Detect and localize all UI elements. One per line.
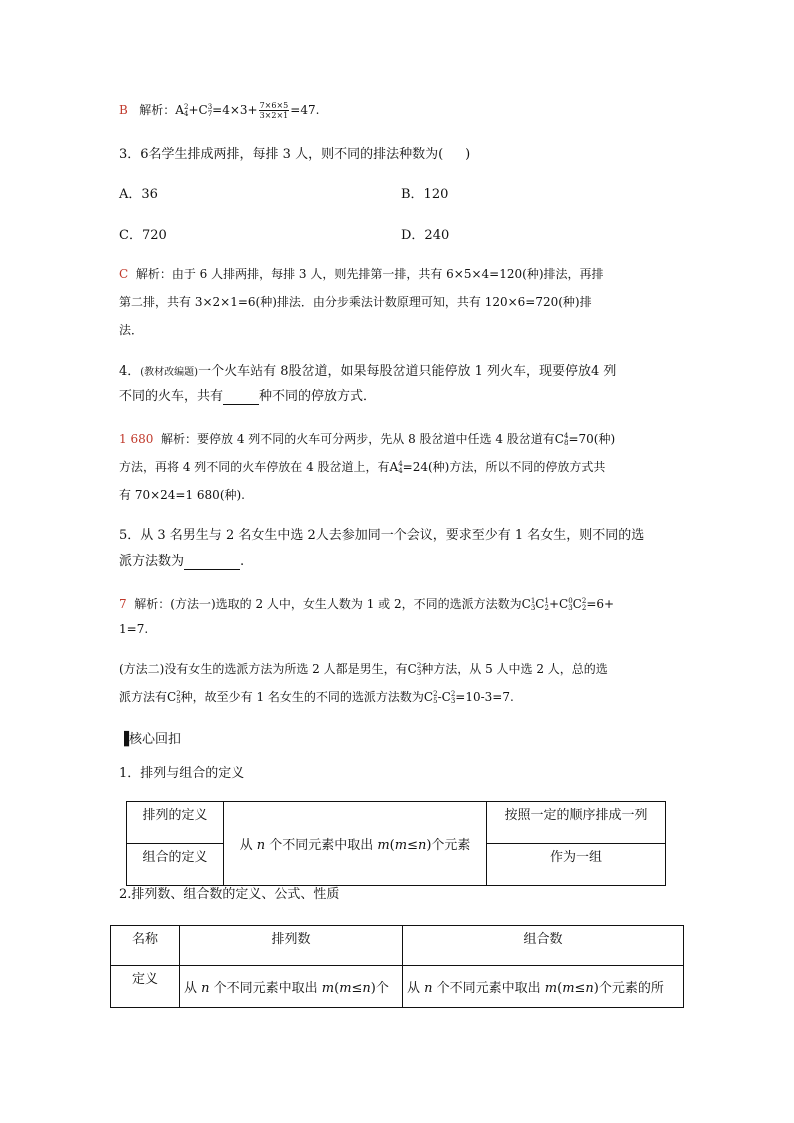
permutation-action: 按照一定的顺序排成一列: [504, 808, 648, 823]
equation-result: =47.: [290, 103, 320, 117]
q3-expl-1: 解析：由于 6 人排两排，每排 3 人，则先排第一排，共有 6×5×4=120(种)排法，再排: [135, 267, 604, 281]
permutation-definition-cell: [180, 966, 403, 1008]
text: )个: [370, 981, 389, 996]
sub: 3: [568, 603, 573, 612]
perm-sub: 4: [183, 109, 189, 118]
equation-part: =4×3+: [212, 103, 258, 117]
definition-table: [126, 801, 666, 886]
q4-perm-sub: 4: [398, 466, 403, 475]
comb-c: C: [535, 597, 545, 611]
row-definition-label: 定义: [131, 972, 158, 987]
q5-text-2b: .: [240, 554, 245, 569]
text: 从: [239, 838, 257, 853]
text: (: [557, 981, 563, 996]
question-4-line1: [119, 363, 616, 381]
sup: 1: [530, 596, 536, 605]
q4-explanation-line2: [119, 459, 605, 476]
q5-method1-line1: [119, 596, 614, 613]
fraction: [259, 101, 290, 120]
q4-text-1: 一个火车站有 8股岔道，如果每股岔道只能停放 1 列火车，现要停放4 列: [198, 364, 617, 379]
q5-text-2a: 派方法数为: [119, 554, 185, 569]
answer-blank[interactable]: [184, 555, 240, 570]
header-permutation: 排列数: [271, 932, 311, 947]
q5-method2-line1: [119, 661, 608, 678]
le-sign: ≤: [407, 838, 418, 853]
sub: 5: [176, 696, 181, 705]
q5-m2-text-b: 种方法，从 5 人中选 2 人，总的选: [421, 662, 608, 676]
var-n: n: [417, 838, 427, 853]
header-combination-cell: [403, 926, 684, 966]
text: (: [334, 981, 340, 996]
text: (: [389, 838, 395, 853]
text: 个不同元素中取出: [265, 838, 378, 853]
text: 个不同元素中取出: [432, 981, 545, 996]
sub: 2: [544, 603, 549, 612]
sup: 2: [416, 661, 422, 670]
row-definition-label-cell: [111, 966, 180, 1008]
sup: 1: [544, 596, 549, 605]
answer-letter: B: [119, 103, 128, 117]
text: 个不同元素中取出: [209, 981, 322, 996]
subsection-2-title: 2.排列数、组合数的定义、公式、性质: [119, 887, 340, 902]
plus-c: +C: [188, 103, 208, 117]
q4-text-2a: 不同的火车，共有: [119, 389, 224, 404]
var-m: m: [562, 981, 575, 996]
sup: 0: [568, 596, 573, 605]
perm-symbol: A: [175, 103, 184, 117]
sup: 2: [450, 689, 456, 698]
combination-action: 作为一组: [549, 850, 602, 865]
combination-def-label: 组合的定义: [142, 850, 208, 865]
fraction-denominator: 3×2×1: [259, 111, 289, 120]
minus-c: -C: [437, 690, 451, 704]
q5-method1-line2: 1=7.: [119, 622, 149, 636]
q4-explanation-line3: 有 70×24=1 680(种).: [119, 488, 245, 502]
q4-expl-1b: =70(种): [568, 432, 616, 446]
combination-action-cell: [487, 844, 666, 886]
analysis-label: 解析：: [139, 103, 176, 117]
sub: 5: [433, 696, 438, 705]
shared-definition-cell: [224, 802, 487, 886]
sup: 2: [433, 689, 438, 698]
option-c: C．720: [119, 228, 167, 243]
var-m: m: [377, 838, 390, 853]
var-n: n: [362, 981, 371, 996]
q4-expl-1a: 解析：要停放 4 列不同的火车可分两步，先从 8 股岔道中任选 4 股岔道有C: [161, 432, 564, 446]
q5-m1-end: =6+: [586, 597, 615, 611]
var-n: n: [424, 981, 433, 996]
var-m: m: [321, 981, 335, 996]
row-combination-label: [127, 844, 224, 886]
option-b: B．120: [401, 187, 449, 202]
header-name: 名称: [131, 932, 158, 947]
header-permutation-cell: [180, 926, 403, 966]
comb-c: C: [572, 597, 582, 611]
sub: 3: [530, 603, 536, 612]
permutation-action-cell: [487, 802, 666, 844]
sub: 3: [450, 696, 456, 705]
perm-sup: 2: [183, 102, 189, 111]
q4-expl-2a: 方法，再将 4 列不同的火车停放在 4 股岔道上，有A: [119, 460, 399, 474]
var-n: n: [256, 838, 266, 853]
header-name-cell: [111, 926, 180, 966]
text: )个元素的所: [593, 981, 664, 996]
q4-answer: 1 680: [119, 432, 154, 446]
q4-expl-2b: =24(种)方法，所以不同的停放方式共: [402, 460, 606, 474]
answer-blank[interactable]: [223, 390, 259, 405]
sub: 3: [416, 668, 422, 677]
var-n: n: [201, 981, 210, 996]
answer-b-line: [119, 101, 319, 120]
var-m: m: [394, 838, 408, 853]
header-combination: 组合数: [523, 932, 563, 947]
q5-answer: 7: [119, 597, 127, 611]
question-5-line1: 5．从 3 名男生与 2 名女生中选 2人去参加同一个会议，要求至少有 1 名女生，则不同的选: [119, 528, 645, 543]
question-4-line2: [119, 388, 376, 405]
q4-comb-sup: 4: [563, 431, 569, 440]
formula-table: [110, 925, 684, 1008]
q5-method2-line2: [119, 689, 514, 706]
subsection-1-title: 1．排列与组合的定义: [119, 766, 245, 781]
sup: 2: [176, 689, 181, 698]
question-3-stem: [119, 146, 470, 163]
plus-c: +C: [548, 597, 569, 611]
text: 从: [184, 981, 202, 996]
combination-definition-cell: [403, 966, 684, 1008]
q4-number: 4．: [119, 364, 141, 379]
q5-m2-end: =10-3=7.: [455, 690, 514, 704]
q5-m1-text: 解析：(方法一)选取的 2 人中，女生人数为 1 或 2，不同的选派方法数为C: [134, 597, 531, 611]
question-3-close: ): [465, 147, 471, 162]
var-m: m: [339, 981, 352, 996]
section-heading: ▐核心回扣: [119, 732, 181, 747]
var-m: m: [544, 981, 558, 996]
question-3-text: 3．6名学生排成两排，每排 3 人，则不同的排法种数为(: [119, 147, 444, 162]
fraction-numerator: 7×6×5: [259, 101, 289, 110]
q4-comb-sub: 8: [563, 438, 569, 447]
row-permutation-label: [127, 802, 224, 844]
q4-tag: (教材改编题): [140, 367, 199, 378]
text: 从: [407, 981, 425, 996]
option-a: A．36: [119, 187, 158, 202]
q3-explanation-line3: 法．: [119, 323, 144, 337]
q3-explanation-line2: 第二排，共有 3×2×1=6(种)排法．由分步乘法计数原理可知，共有 120×6=720(种)排: [119, 295, 592, 309]
q5-m2-text-a: (方法二)没有女生的选派方法为所选 2 人都是男生，有C: [119, 662, 417, 676]
sup: 2: [581, 596, 587, 605]
option-d: D．240: [401, 228, 450, 243]
text: )个元素: [426, 838, 471, 853]
q4-text-2b: 种不同的停放方式．: [259, 389, 377, 404]
question-5-line2: [119, 553, 244, 570]
permutation-def-label: 排列的定义: [142, 808, 208, 823]
q3-explanation-line1: [119, 266, 604, 283]
var-n: n: [585, 981, 594, 996]
q3-answer: C: [119, 267, 129, 281]
q4-perm-sup: 4: [398, 459, 403, 468]
sub: 2: [581, 603, 587, 612]
comb-sup: 3: [207, 102, 213, 111]
q5-m2-text-d: 种，故至少有 1 名女生的不同的选派方法数为C: [180, 690, 434, 704]
q5-m2-text-c: 派方法有C: [119, 690, 177, 704]
le-sign: ≤: [574, 981, 586, 996]
comb-sub: 7: [207, 109, 213, 118]
q4-explanation-line1: [119, 431, 615, 448]
le-sign: ≤: [351, 981, 363, 996]
